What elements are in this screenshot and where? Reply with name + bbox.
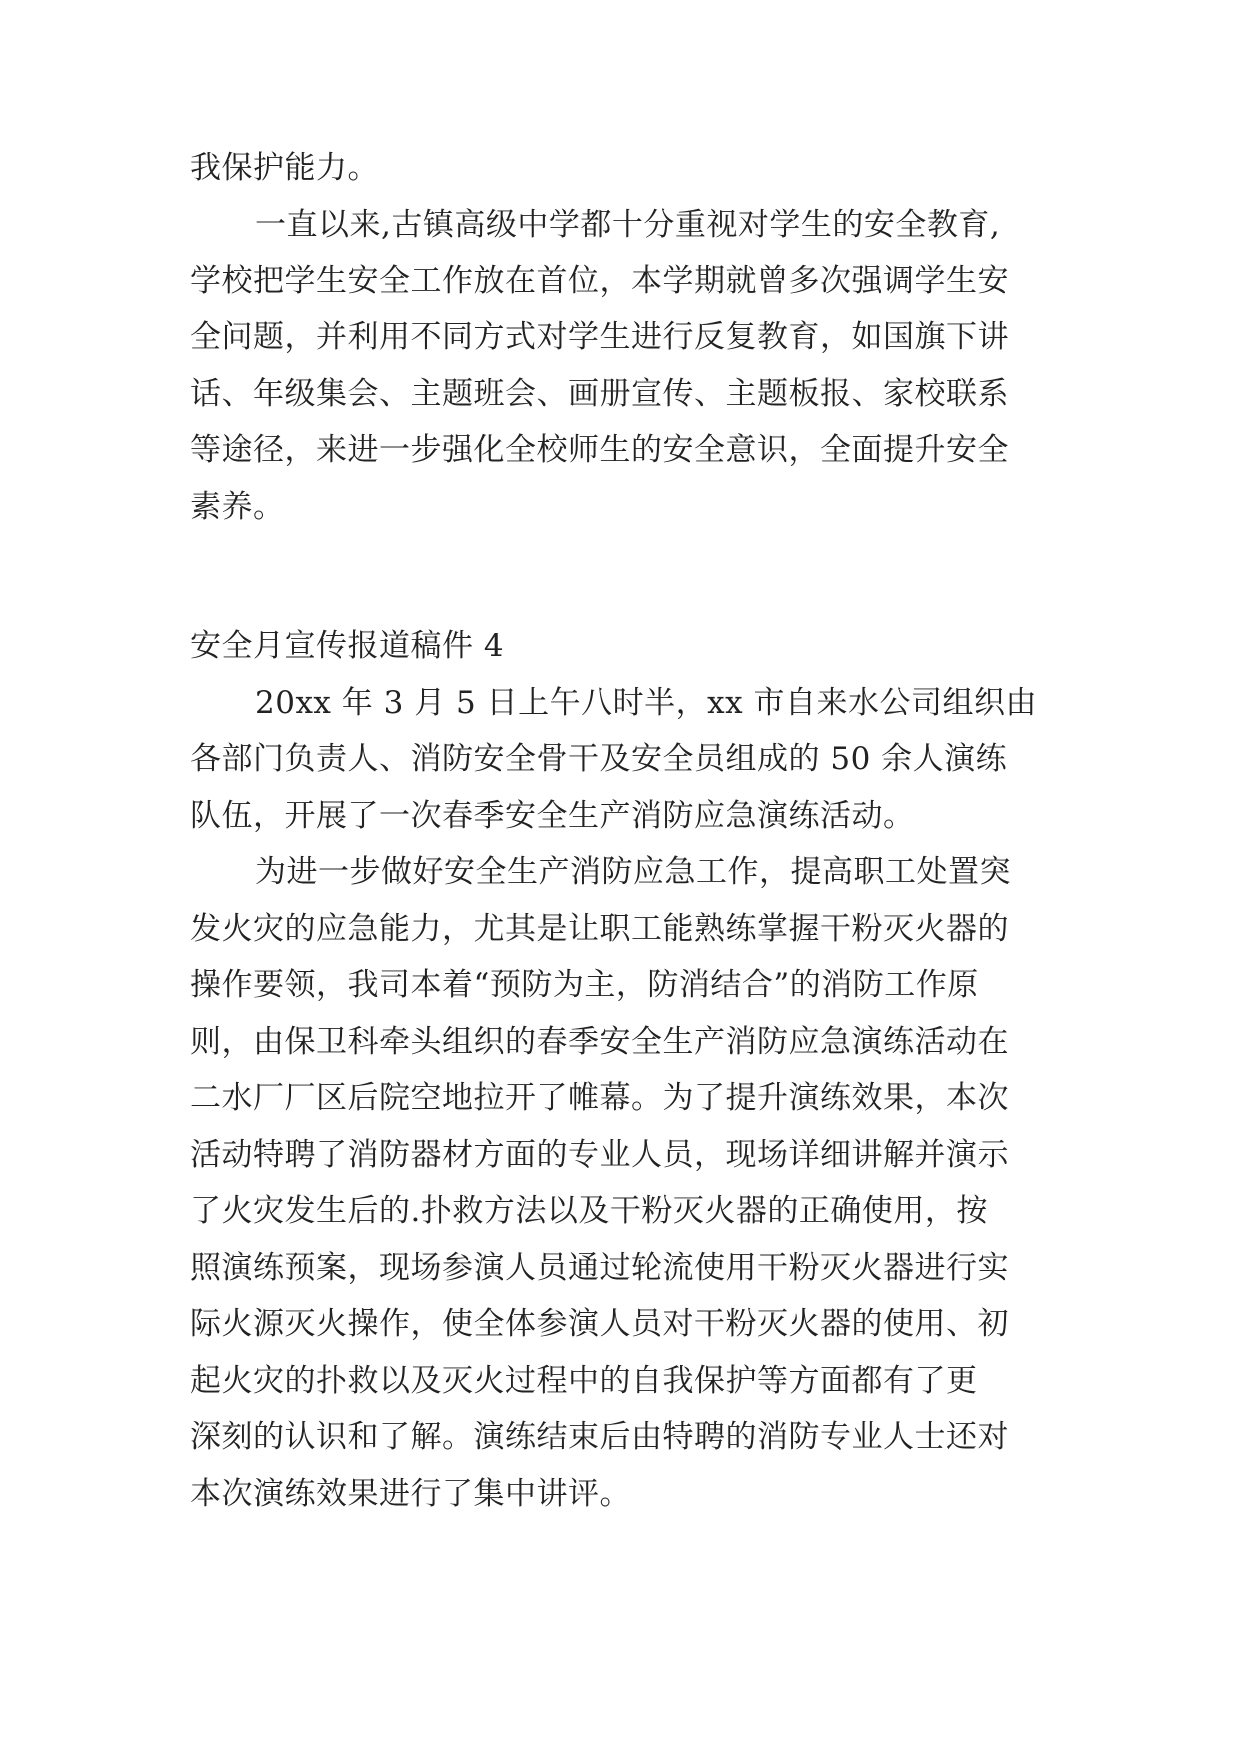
text-line: 等途径，来进一步强化全校师生的安全意识，全面提升安全 [190,432,1009,468]
section-title: 安全月宣传报道稿件 4 [190,628,505,664]
text-line: 起火灾的扑救以及灭火过程中的自我保护等方面都有了更 [190,1363,978,1399]
text-line: 队伍，开展了一次春季安全生产消防应急演练活动。 [190,798,915,834]
text-line: 活动特聘了消防器材方面的专业人员，现场详细讲解并演示 [190,1137,1009,1173]
text-line: 发火灾的应急能力，尤其是让职工能熟练掌握干粉灭火器的 [190,911,1009,947]
text-line: 素养。 [190,489,285,525]
text-line: 全问题，并利用不同方式对学生进行反复教育，如国旗下讲 [190,319,1009,355]
text-line: 我保护能力。 [190,150,379,186]
paragraph-first-line: 为进一步做好安全生产消防应急工作，提高职工处置突 [255,854,1011,890]
text-line: 了火灾发生后的.扑救方法以及干粉灭火器的正确使用，按 [190,1193,988,1229]
text-line: 本次演练效果进行了集中讲评。 [190,1476,631,1512]
text-line: 各部门负责人、消防安全骨干及安全员组成的 50 余人演练 [190,741,1008,777]
text-line: 二水厂厂区后院空地拉开了帷幕。为了提升演练效果，本次 [190,1080,1009,1116]
text-line: 深刻的认识和了解。演练结束后由特聘的消防专业人士还对 [190,1419,1009,1455]
text-line: 照演练预案，现场参演人员通过轮流使用干粉灭火器进行实 [190,1250,1009,1286]
text-line: 学校把学生安全工作放在首位，本学期就曾多次强调学生安 [190,263,1009,299]
paragraph-first-line: 20xx 年 3 月 5 日上午八时半，xx 市自来水公司组织由 [255,685,1037,721]
text-line: 话、年级集会、主题班会、画册宣传、主题板报、家校联系 [190,376,1009,412]
text-line: 操作要领，我司本着“预防为主，防消结合”的消防工作原 [190,967,979,1003]
text-line: 则，由保卫科牵头组织的春季安全生产消防应急演练活动在 [190,1024,1009,1060]
paragraph-first-line: 一直以来,古镇高级中学都十分重视对学生的安全教育, [255,207,1001,243]
text-line: 际火源灭火操作，使全体参演人员对干粉灭火器的使用、初 [190,1306,1009,1342]
